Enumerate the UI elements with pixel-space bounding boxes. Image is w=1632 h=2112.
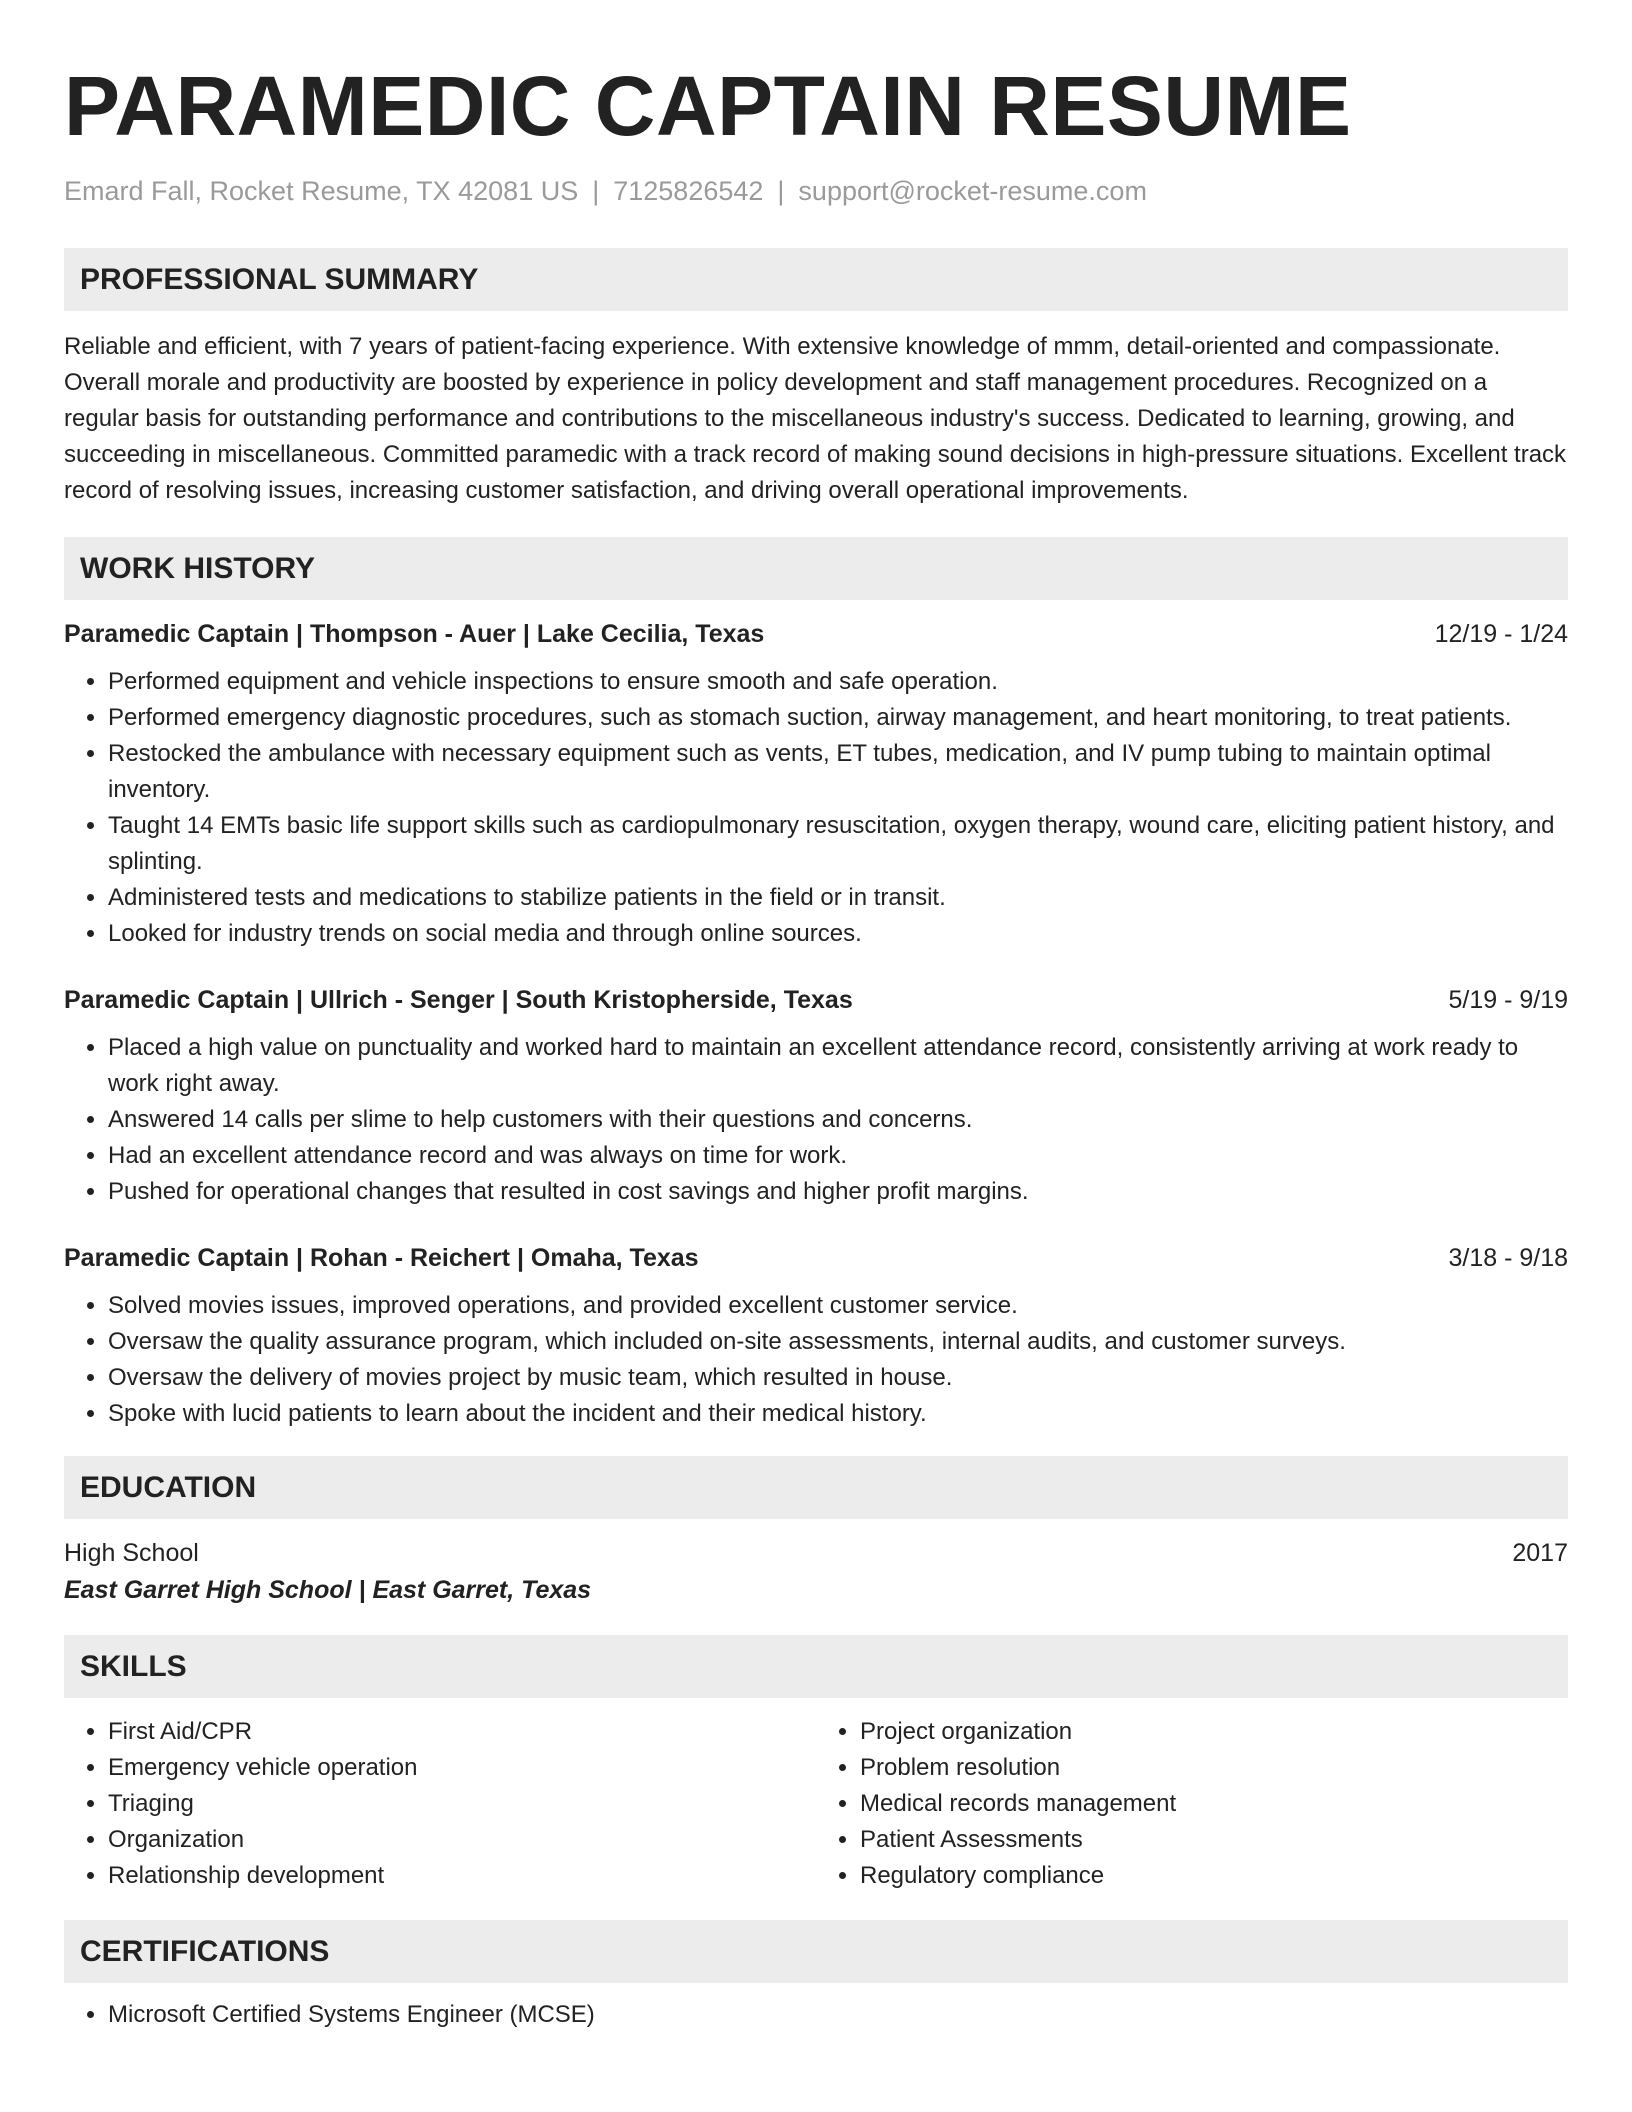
list-item: • Taught 14 EMTs basic life support skills such as cardiopulmonary resuscitation, oxygen therapy, wound care, eliciting patient history, and splinting. [108,808,1568,880]
list-item: • Placed a high value on punctuality and worked hard to maintain an excellent attendance record, consistently arriving at work ready to work right away. [108,1030,1568,1102]
skill-item: • Organization [108,1822,816,1858]
certification-item: • Microsoft Certified Systems Engineer (MCSE) [108,1997,1568,2033]
skill-item: • Medical records management [860,1786,1568,1822]
job-dates: 3/18 - 9/18 [1448,1244,1568,1272]
education-header [64,1535,1568,1571]
job-entry [64,982,1568,1210]
job-header [64,982,1568,1018]
list-item: • Performed equipment and vehicle inspections to ensure smooth and safe operation. [108,664,1568,700]
job-dates: 12/19 - 1/24 [1434,620,1568,648]
skills-heading: SKILLS [64,1635,1568,1698]
education-school: East Garret High School | East Garret, Texas [64,1576,592,1604]
summary-heading: PROFESSIONAL SUMMARY [64,248,1568,311]
contact-email: support@rocket-resume.com [798,176,1147,206]
list-item: • Oversaw the quality assurance program, which included on-site assessments, internal audits, and customer surveys. [108,1324,1568,1360]
list-item: • Had an excellent attendance record and was always on time for work. [108,1138,1568,1174]
contact-separator: | [777,176,785,206]
job-header [64,616,1568,652]
skills-column-left [64,1714,816,1894]
summary-text: Reliable and efficient, with 7 years of patient-facing experience. With extensive knowledge of mmm, detail-oriented and compassionate. Overall morale and productivity are boosted by experience in policy development and staff management procedures. Recognized on a regular basis for outstanding performance and contributions to the miscellaneous industry's success. Dedicated to learning, growing, and succeeding in miscellaneous. Committed paramedic with a track record of making sound decisions in high-pressure situations. Excellent track record of resolving issues, increasing customer satisfaction, and driving overall operational improvements. [64,333,1567,504]
education-entry [64,1535,1568,1609]
job-bullets [64,1288,1568,1432]
job-entry [64,616,1568,952]
skill-item: • Problem resolution [860,1750,1568,1786]
contact-line [64,174,1568,208]
certifications-heading: CERTIFICATIONS [64,1920,1568,1983]
skill-item: • Triaging [108,1786,816,1822]
skill-item: • Regulatory compliance [860,1858,1568,1894]
skill-item: • Relationship development [108,1858,816,1894]
list-item: • Performed emergency diagnostic procedures, such as stomach suction, airway management, and heart monitoring, to treat patients. [108,700,1568,736]
list-item: • Answered 14 calls per slime to help customers with their questions and concerns. [108,1102,1568,1138]
work-history-heading: WORK HISTORY [64,537,1568,600]
job-bullets [64,664,1568,952]
skills-column-right [816,1714,1568,1894]
list-item: • Pushed for operational changes that resulted in cost savings and higher profit margins. [108,1174,1568,1210]
skill-item: • Project organization [860,1714,1568,1750]
skill-item: • Emergency vehicle operation [108,1750,816,1786]
skill-item: • First Aid/CPR [108,1714,816,1750]
list-item: • Looked for industry trends on social media and through online sources. [108,916,1568,952]
job-entry [64,1240,1568,1432]
job-title: Paramedic Captain | Rohan - Reichert | Omaha, Texas [64,1244,699,1272]
education-year: 2017 [1512,1539,1568,1567]
education-heading: EDUCATION [64,1456,1568,1519]
job-header [64,1240,1568,1276]
skills-grid [64,1714,1568,1894]
skill-item: • Patient Assessments [860,1822,1568,1858]
job-bullets [64,1030,1568,1210]
list-item: • Oversaw the delivery of movies project by music team, which resulted in house. [108,1360,1568,1396]
job-title: Paramedic Captain | Ullrich - Senger | South Kristopherside, Texas [64,986,853,1014]
list-item: • Spoke with lucid patients to learn about the incident and their medical history. [108,1396,1568,1432]
certifications-list [64,1997,1568,2033]
education-degree: High School [64,1539,199,1567]
job-title: Paramedic Captain | Thompson - Auer | Lake Cecilia, Texas [64,620,765,648]
resume-title: PARAMEDIC CAPTAIN RESUME [64,59,1352,153]
contact-address: Emard Fall, Rocket Resume, TX 42081 US [64,176,579,206]
list-item: • Restocked the ambulance with necessary equipment such as vents, ET tubes, medication, and IV pump tubing to maintain optimal inventory. [108,736,1568,808]
contact-separator: | [592,176,600,206]
job-dates: 5/19 - 9/19 [1448,986,1568,1014]
list-item: • Administered tests and medications to stabilize patients in the field or in transit. [108,880,1568,916]
list-item: • Solved movies issues, improved operations, and provided excellent customer service. [108,1288,1568,1324]
contact-phone: 7125826542 [613,176,764,206]
